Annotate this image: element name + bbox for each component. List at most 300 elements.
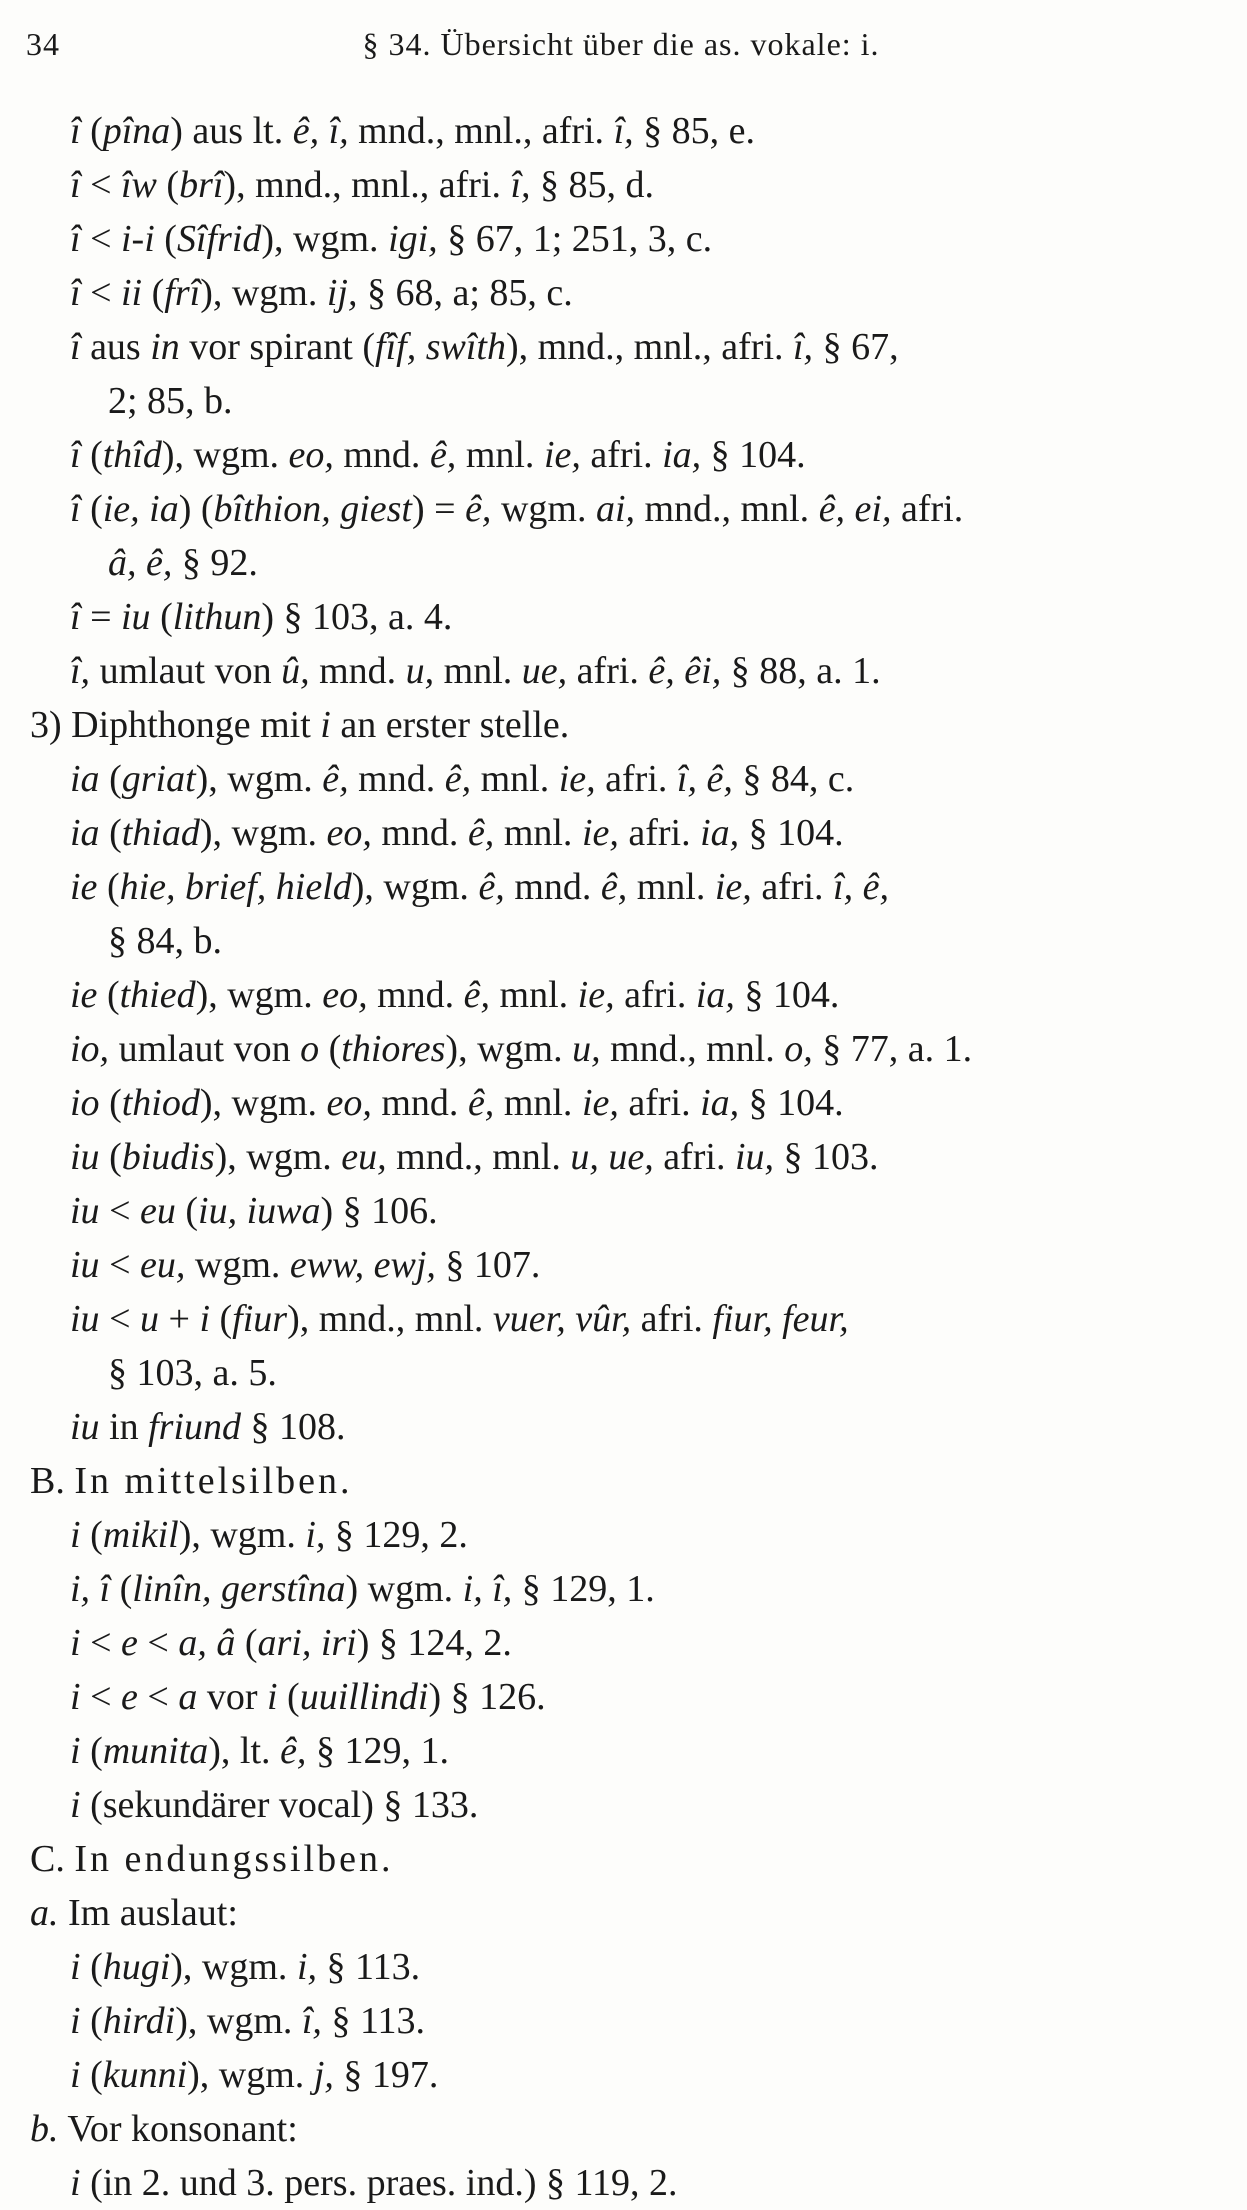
text-run: ), wgm. [445, 1028, 573, 1070]
italic-form: ê, ei, [818, 488, 892, 530]
italic-form: u, ue, [570, 1136, 654, 1178]
italic-form: i [70, 1946, 81, 1988]
italic-form: ia, [700, 812, 740, 854]
italic-form: î [70, 488, 81, 530]
italic-form: î [70, 434, 81, 476]
text-run: ), wgm. [195, 974, 323, 1016]
italic-form: î, [510, 164, 531, 206]
italic-form: i [266, 1676, 278, 1718]
italic-form: î [70, 218, 81, 260]
text-run: ( [99, 758, 122, 800]
entry-line [0, 1022, 1247, 1076]
running-title: § 34. Übersicht über die as. vokale: i. [362, 26, 880, 62]
text-run: mnl. [494, 1082, 582, 1124]
entry-line [0, 1562, 1247, 1616]
text-run: ), wgm. [187, 2054, 314, 2096]
text-run: ) § 124, 2. [356, 1622, 512, 1664]
text-run: ), wgm. [214, 1136, 342, 1178]
text-run: ( [277, 1676, 300, 1718]
text-run: vor spirant ( [179, 326, 376, 368]
italic-form: lithun [172, 596, 262, 638]
italic-form: eo, [326, 1082, 372, 1124]
italic-form: ie [70, 974, 98, 1016]
italic-form: i [70, 1622, 81, 1664]
italic-form: a, â [178, 1622, 236, 1664]
italic-form: fiur, feur, [712, 1298, 849, 1340]
section-heading-line [0, 1832, 1247, 1886]
text-run: ), wgm. [199, 812, 327, 854]
italic-form: pîna [102, 110, 171, 152]
text-run: ( [97, 866, 120, 908]
text-run: ), lt. [208, 1730, 281, 1772]
text-run: ) ( [178, 488, 214, 530]
italic-form: brî [179, 164, 224, 206]
entry-line [0, 752, 1247, 806]
entry-line [0, 1184, 1247, 1238]
continuation-line [0, 1346, 1247, 1400]
italic-form: i [70, 1676, 81, 1718]
text-run: mnd. [504, 866, 601, 908]
text-run: § 113. [317, 1946, 421, 1988]
text-run: ( [156, 164, 180, 206]
italic-form: hie, brief, hield [119, 866, 352, 908]
italic-form: i, [296, 1946, 317, 1988]
text-run: mnd. [333, 434, 430, 476]
text-run: ) wgm. [345, 1568, 463, 1610]
italic-form: i [70, 2054, 81, 2096]
italic-form: iu [70, 1298, 100, 1340]
text-run: an erster stelle. [330, 704, 570, 746]
text-run: ) § 103, a. 4. [261, 596, 453, 638]
text-run: (sekundärer vocal) § 133. [80, 1784, 479, 1826]
text-run: § 104. [734, 974, 840, 1016]
italic-form: ê, [429, 434, 457, 476]
section-heading-line [0, 1454, 1247, 1508]
italic-form: îw [121, 164, 157, 206]
text-run: ( [99, 1136, 122, 1178]
italic-form: thiad [121, 812, 200, 854]
italic-form: ie, [581, 812, 619, 854]
page-number: 34 [26, 26, 60, 62]
italic-form: î [70, 164, 81, 206]
entry-line [0, 590, 1247, 644]
entry-line [0, 1940, 1247, 1994]
text-run: < [99, 1298, 140, 1340]
italic-form: mikil [102, 1514, 179, 1556]
entry-line [0, 1238, 1247, 1292]
italic-form: griat [121, 758, 196, 800]
text-run: ( [97, 974, 120, 1016]
entry-line [0, 428, 1247, 482]
text-run: ), wgm. [200, 272, 327, 314]
text-run: mnl. [494, 812, 582, 854]
italic-form: ê, [280, 1730, 307, 1772]
continuation-line [0, 914, 1247, 968]
text-run: § 129, 1. [512, 1568, 655, 1610]
text-run: mnl. [490, 974, 578, 1016]
italic-form: î [70, 272, 81, 314]
italic-form: uuillindi [299, 1676, 429, 1718]
italic-form: i, î [70, 1568, 111, 1610]
text-run: aus [80, 326, 151, 368]
text-run: afri. [891, 488, 964, 530]
italic-form: i, [305, 1514, 326, 1556]
text-run: mnd. [371, 1082, 468, 1124]
text-run: mnd., mnl. [600, 1028, 785, 1070]
text-run: In mittelsilben. [74, 1460, 353, 1502]
entry-line [0, 2156, 1247, 2210]
text-run: ) = [411, 488, 466, 530]
text-run: ), wgm. [170, 1946, 297, 1988]
entry-line [0, 1616, 1247, 1670]
text-run: ( [99, 812, 122, 854]
text-run: Vor konsonant: [58, 2108, 298, 2150]
text-run: ), wgm. [199, 1082, 327, 1124]
entry-line [0, 644, 1247, 698]
text-run: < [80, 1676, 121, 1718]
section-heading-line [0, 2102, 1247, 2156]
text-run: ( [210, 1298, 233, 1340]
text-run: ( [80, 1514, 103, 1556]
continuation-line [0, 374, 1247, 428]
italic-form: io, [70, 1028, 110, 1070]
text-run: vor [197, 1676, 267, 1718]
italic-form: ê, î, [292, 110, 349, 152]
italic-form: vuer, vûr, [492, 1298, 632, 1340]
italic-form: eww, ewj, [289, 1244, 436, 1286]
text-run: + [159, 1298, 200, 1340]
text-run: mnd. [309, 650, 406, 692]
text-run: mnd., mnl., afri. [348, 110, 614, 152]
text-run: ( [235, 1622, 258, 1664]
italic-form: eu, [140, 1244, 186, 1286]
italic-form: î [70, 326, 81, 368]
text-run: afri. [567, 650, 649, 692]
text-run: afri. [614, 974, 696, 1016]
italic-form: ia, [700, 1082, 740, 1124]
text-run: § 103, a. 5. [108, 1352, 277, 1394]
italic-form: fiur [232, 1298, 288, 1340]
italic-form: ê, [478, 866, 505, 908]
entry-line [0, 266, 1247, 320]
italic-form: o, [784, 1028, 813, 1070]
text-run: umlaut von [90, 650, 282, 692]
italic-form: ia, [662, 434, 702, 476]
entry-line [0, 1994, 1247, 2048]
italic-form: i [70, 1514, 81, 1556]
text-run: ( [175, 1190, 199, 1232]
italic-form: ij, [326, 272, 358, 314]
italic-form: i, î, [462, 1568, 513, 1610]
text-run: § 68, a; 85, c. [357, 272, 573, 314]
italic-form: hirdi [102, 2000, 176, 2042]
text-run: in [99, 1406, 149, 1448]
italic-form: friund [148, 1406, 242, 1448]
italic-form: ia, [695, 974, 735, 1016]
text-run: In endungssilben. [74, 1838, 394, 1880]
text-run: mnl. [471, 758, 559, 800]
italic-form: frî [164, 272, 201, 314]
italic-form: eu, [341, 1136, 387, 1178]
italic-form: iu [70, 1136, 100, 1178]
text-run: 2; 85, b. [108, 380, 233, 422]
text-run: afri. [751, 866, 834, 908]
text-run: B. [30, 1460, 75, 1502]
entry-line [0, 158, 1247, 212]
italic-form: thîd [102, 434, 162, 476]
italic-form: thiores [341, 1028, 446, 1070]
text-run: § 197. [333, 2054, 439, 2096]
italic-form: a [178, 1676, 198, 1718]
text-run: Im auslaut: [58, 1892, 238, 1934]
italic-form: ê, êi, [648, 650, 722, 692]
entry-line [0, 2048, 1247, 2102]
text-run: < [99, 1190, 140, 1232]
italic-form: î, [301, 2000, 322, 2042]
italic-form: eu [140, 1190, 176, 1232]
italic-form: i [70, 2000, 81, 2042]
italic-form: b. [30, 2108, 59, 2150]
text-run: ), mnd., mnl., afri. [223, 164, 511, 206]
text-run: mnd. [371, 812, 468, 854]
italic-form: Sîfrid [176, 218, 262, 260]
entry-line [0, 1508, 1247, 1562]
italic-form: kunni [102, 2054, 188, 2096]
italic-form: i [199, 1298, 210, 1340]
text-run: mnd. [367, 974, 464, 1016]
text-run: § 77, a. 1. [812, 1028, 973, 1070]
text-run: ) aus lt. [170, 110, 293, 152]
italic-form: ari, iri [257, 1622, 357, 1664]
text-run: § 85, e. [633, 110, 755, 152]
italic-form: i [70, 1730, 81, 1772]
text-run: afri. [580, 434, 663, 476]
text-run: < [80, 164, 121, 206]
italic-form: i [70, 2162, 81, 2204]
entry-line [0, 1670, 1247, 1724]
italic-form: eo, [326, 812, 372, 854]
text-run: mnd., mnl. [635, 488, 819, 530]
text-run: § 107. [435, 1244, 541, 1286]
italic-form: û, [281, 650, 310, 692]
text-run: ( [80, 110, 103, 152]
text-run: afri. [595, 758, 677, 800]
running-header [26, 26, 1216, 66]
text-run: mnl. [434, 650, 522, 692]
text-run: < [99, 1244, 140, 1286]
italic-form: ie, [543, 434, 581, 476]
italic-form: ê, [467, 812, 495, 854]
text-run: < [80, 218, 121, 260]
italic-form: ê, [463, 974, 491, 1016]
italic-form: ê, [322, 758, 349, 800]
entry-line [0, 104, 1247, 158]
text-run: § 67, [813, 326, 899, 368]
text-run: ), wgm. [175, 2000, 302, 2042]
text-run: afri. [631, 1298, 713, 1340]
text-run: ( [142, 272, 165, 314]
entry-line [0, 1292, 1247, 1346]
italic-form: ê, [444, 758, 472, 800]
text-run: ), wgm. [351, 866, 479, 908]
text-run: § 84, b. [108, 920, 222, 962]
text-run: 3) Diphthonge mit [30, 704, 321, 746]
text-run: ), mnd., mnl., afri. [505, 326, 793, 368]
italic-form: ie, [577, 974, 615, 1016]
text-run: § 103. [774, 1136, 879, 1178]
italic-form: â, ê, [108, 542, 173, 584]
text-run: § 85, d. [530, 164, 655, 206]
entry-line [0, 1778, 1247, 1832]
text-run: ), wgm. [178, 1514, 306, 1556]
text-run: (in 2. und 3. pers. praes. ind.) § 119, 2. [80, 2162, 678, 2204]
text-run: mnd. [348, 758, 445, 800]
text-run: § 88, a. 1. [721, 650, 881, 692]
italic-form: io [70, 1082, 100, 1124]
text-run: umlaut von [109, 1028, 301, 1070]
italic-form: ie, [714, 866, 752, 908]
text-run: ( [150, 596, 173, 638]
text-run: ( [154, 218, 177, 260]
continuation-line [0, 536, 1247, 590]
italic-form: fîf, swîth [375, 326, 506, 368]
text-run: ), wgm. [261, 218, 389, 260]
italic-form: ie [70, 866, 98, 908]
text-body [0, 104, 1247, 2210]
entry-line [0, 1130, 1247, 1184]
text-run: wgm. [185, 1244, 290, 1286]
text-run: = [80, 596, 121, 638]
text-run: afri. [653, 1136, 735, 1178]
entry-line [0, 482, 1247, 536]
italic-form: ê, [465, 488, 492, 530]
text-run: < [137, 1676, 179, 1718]
text-run: < [137, 1622, 179, 1664]
text-run: § 104. [739, 1082, 844, 1124]
italic-form: ue, [521, 650, 568, 692]
italic-form: linîn, gerstîna [132, 1568, 346, 1610]
entry-line [0, 1076, 1247, 1130]
italic-form: î [70, 596, 81, 638]
entry-line [0, 320, 1247, 374]
italic-form: î [70, 110, 81, 152]
text-run: ( [80, 488, 103, 530]
italic-form: munita [102, 1730, 209, 1772]
text-run: ( [80, 434, 103, 476]
text-run: ( [110, 1568, 133, 1610]
entry-line [0, 212, 1247, 266]
italic-form: eo, [288, 434, 334, 476]
italic-form: i [320, 704, 331, 746]
text-run: § 108. [241, 1406, 346, 1448]
italic-form: ii [121, 272, 143, 314]
italic-form: î, ê, [833, 866, 889, 908]
italic-form: î, [613, 110, 634, 152]
text-run: mnl. [627, 866, 715, 908]
italic-form: ie, ia [102, 488, 179, 530]
italic-form: u [140, 1298, 159, 1340]
text-run: ), wgm. [195, 758, 323, 800]
italic-form: ê, [600, 866, 628, 908]
italic-form: e [121, 1676, 138, 1718]
text-run: afri. [618, 812, 701, 854]
italic-form: ie, [558, 758, 596, 800]
text-run: C. [30, 1838, 75, 1880]
italic-form: thied [119, 974, 196, 1016]
italic-form: iu [70, 1406, 100, 1448]
text-run: ) § 126. [428, 1676, 546, 1718]
text-run: § 129, 2. [325, 1514, 468, 1556]
text-run: afri. [618, 1082, 701, 1124]
italic-form: iu [70, 1244, 100, 1286]
text-run: ( [319, 1028, 342, 1070]
italic-form: e [121, 1622, 138, 1664]
italic-form: î, [793, 326, 814, 368]
italic-form: in [150, 326, 180, 368]
italic-form: iu, iuwa [198, 1190, 321, 1232]
text-run: wgm. [491, 488, 596, 530]
section-heading-line [0, 1886, 1247, 1940]
italic-form: u, [572, 1028, 601, 1070]
italic-form: ia [70, 812, 100, 854]
text-run: § 104. [739, 812, 844, 854]
italic-form: biudis [121, 1136, 215, 1178]
italic-form: iu [121, 596, 151, 638]
italic-form: i-i [121, 218, 155, 260]
italic-form: ia [70, 758, 100, 800]
italic-form: hugi [102, 1946, 171, 1988]
entry-line [0, 968, 1247, 1022]
text-run: § 129, 1. [306, 1730, 449, 1772]
text-run: ( [80, 1730, 103, 1772]
italic-form: ai, [595, 488, 635, 530]
text-run: ( [99, 1082, 122, 1124]
italic-form: iu [70, 1190, 100, 1232]
text-run: ), wgm. [161, 434, 289, 476]
italic-form: iu, [734, 1136, 775, 1178]
italic-form: bîthion, giest [213, 488, 412, 530]
text-run: mnd., mnl. [386, 1136, 571, 1178]
italic-form: thiod [121, 1082, 200, 1124]
italic-form: u, [405, 650, 435, 692]
italic-form: î, ê, [676, 758, 733, 800]
text-run: mnl. [456, 434, 544, 476]
text-run: < [80, 1622, 121, 1664]
italic-form: eo, [322, 974, 368, 1016]
text-run: ( [80, 2054, 103, 2096]
text-run: § 104. [701, 434, 806, 476]
section-heading-line [0, 698, 1247, 752]
text-run: ( [80, 2000, 103, 2042]
text-run: § 84, c. [732, 758, 855, 800]
text-run: < [80, 272, 121, 314]
text-run: ) § 106. [320, 1190, 438, 1232]
italic-form: ê, [467, 1082, 495, 1124]
italic-form: j, [313, 2054, 334, 2096]
text-run: ), mnd., mnl. [287, 1298, 493, 1340]
entry-line [0, 860, 1247, 914]
italic-form: ie, [581, 1082, 619, 1124]
italic-form: a. [30, 1892, 59, 1934]
entry-line [0, 1724, 1247, 1778]
italic-form: i [70, 1784, 81, 1826]
italic-form: igi, [388, 218, 438, 260]
entry-line [0, 1400, 1247, 1454]
text-run: § 67, 1; 251, 3, c. [437, 218, 713, 260]
italic-form: î, [70, 650, 91, 692]
text-run: § 113. [321, 2000, 426, 2042]
italic-form: o [300, 1028, 320, 1070]
